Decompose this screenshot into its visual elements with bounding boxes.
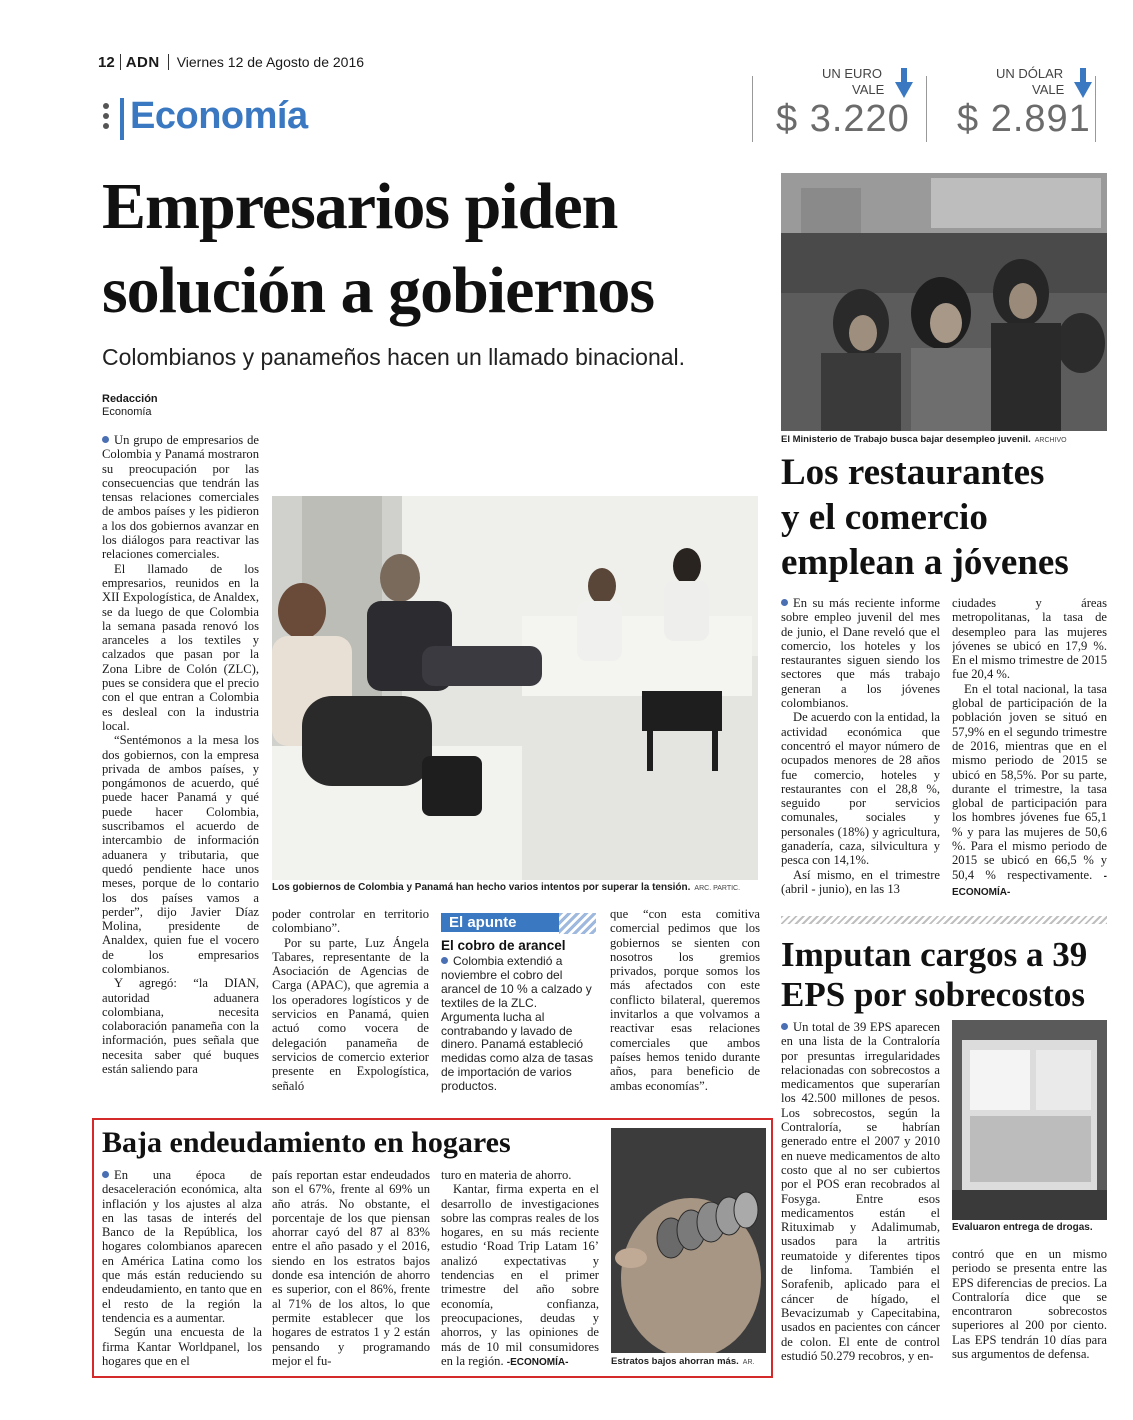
- crowd-photo: [781, 173, 1107, 431]
- section-title: Economía: [130, 95, 308, 137]
- eps-col2: [952, 1247, 1107, 1417]
- debt-col3-para: turo en materia de ahorro.: [441, 1168, 572, 1182]
- youth-headline-line2: y el comercio: [781, 497, 988, 538]
- dollar-value: $ 2.891: [957, 98, 1091, 140]
- apunte-box: [441, 913, 596, 1093]
- youth-sign: -ECONOMÍA-: [952, 870, 1107, 896]
- debt-col2: [272, 1168, 430, 1373]
- debt-col3: [441, 1168, 599, 1373]
- main-photo: [272, 496, 758, 880]
- masthead-divider-2: [168, 54, 169, 70]
- eps-col1: [781, 1020, 940, 1420]
- main-col1-para: Y agregó: “la DIAN, autoridad aduanera colombiana, necesita colaboración panameña con la información, pues señala que necesita saber qué buques están saliendo para: [102, 976, 259, 1077]
- euro-vale: VALE: [852, 82, 885, 97]
- bullet-icon: [102, 1171, 109, 1178]
- eps-col2-para: contró que en un mismo periodo se presenta entre las EPS diferencias de precios. La Contraloría dice que se encontraron sobrecostos superiores al 200 por ciento. Las EPS tendrán 10 días para sus argumentos de defensa.: [952, 1247, 1107, 1362]
- debt-sign: -ECONOMÍA-: [506, 1356, 569, 1368]
- bullet-icon: [781, 1023, 788, 1030]
- youth-headline-line1: Los restaurantes: [781, 452, 1045, 493]
- brand-logo: ADN: [125, 53, 160, 71]
- euro-value: $ 3.220: [776, 98, 910, 140]
- youth-col2-para: ciudades y áreas metropolitanas, la tasa de desempleo para las mujeres jóvenes se ubicó en 17,9 %. En el mismo trimestre de 2015 fue 20,4 %.: [952, 596, 1107, 682]
- page-number: 12: [98, 53, 115, 71]
- coins-photo: [611, 1128, 766, 1353]
- section-rule: [120, 98, 124, 140]
- debt-col1-para: Según una encuesta de la firma Kantar Worldpanel, los hogares que en el: [102, 1325, 262, 1368]
- debt-col1: [102, 1168, 262, 1373]
- currency-mid-border: [926, 76, 927, 142]
- euro-down-arrow-icon: [895, 68, 913, 98]
- youth-col1-para: En su más reciente informe sobre empleo juvenil del mes de junio, el Dane reveló que el comercio, los hoteles y los restaurantes siguen siendo los sectores que más trabajo generan a los jóvenes colombianos.: [781, 596, 940, 711]
- youth-col1-para: De acuerdo con la entidad, la actividad económica que concentró el mayor número de ocupados menores de 28 años fue comercio, hoteles y restaurantes con el 28,8 %, seguido por servicios comunales, sociales y personales (18%) y agricultura, ganadería, caza, silvicultura y pesca con 14,1%.: [781, 710, 940, 868]
- youth-col2: [952, 596, 1107, 896]
- main-col1: [102, 433, 259, 1103]
- eps-photo: [952, 1020, 1107, 1220]
- main-col1-para: Un grupo de empresarios de Colombia y Panamá mostraron su preocupación por las consecuencias que tendrán las tensas relaciones comerciales de ambos países y les pidieron a los dos gobiernos avanzar en los diálogos para reactivar las relaciones comerciales.: [102, 433, 259, 562]
- main-col1-para: El llamado de los empresarios, reunidos en la XII Expologística, de Analdex, se da luego de que Colombia la semana pasada renovó los aranceles a los textiles y calzados que pasan por la Zona Libre de Colón (ZLC), pues se considera que el precio con el que entran a Colombia es desleal con la industria local.: [102, 561, 259, 733]
- main-col2: [272, 907, 429, 1092]
- section-marker-dots: [103, 103, 111, 135]
- main-col1-para: “Sentémonos a la mesa los dos gobiernos, con la empresa privada de ambos países, y pongámonos de acuerdo, qué puede hacer Panamá y qué puede hacer Colombia, suscribamos el acuerdo de intercambio de información aduanera y tributaria, que quedó pendiente hace unos meses, porque de lo contario los dos países vamos a perder”, dijo Javier Díaz Molina, presidente de Analdex, quien fue el vocero de los empresarios colombianos.: [102, 733, 259, 976]
- main-col3-para: que “con esta comitiva comercial pedimos que los gobiernos se sienten con nosotros los gremios privados, porque somos los más afectados con este conflicto bilateral, queremos invitarlos a que volvamos a reactivar esas relaciones comerciales que ambos países hemos tenido durante años, para beneficio de ambas economías”.: [610, 907, 760, 1092]
- youth-col2-para: En el total nacional, la tasa global de participación de la población joven se situó en 57,9% en el segundo trimestre de 2016, mientras que en el mismo periodo de 2015 se ubicó en 58,5%. Por su parte, durante el trimestre, la tasa global de participación para los hombres jóvenes fue 65,1 % y para las mujeres de 50,6 %. Para el mismo periodo de 2015 se ubicó en 66,5 % y 50,4 % respectivamente. -ECONOMÍA-: [952, 681, 1107, 896]
- coins-photo-caption: Estratos bajos ahorran más. AR.: [611, 1356, 755, 1367]
- dollar-down-arrow-icon: [1074, 68, 1092, 98]
- apunte-label: El apunte: [441, 913, 559, 932]
- masthead-divider: [120, 54, 121, 70]
- eps-headline-line1: Imputan cargos a 39: [781, 935, 1088, 974]
- currency-left-border: [752, 76, 753, 142]
- euro-label: UN EURO: [822, 66, 882, 81]
- coins-photo-credit: AR.: [742, 1359, 755, 1366]
- byline-section: Economía: [102, 406, 152, 418]
- currency-right-border: [1095, 76, 1096, 142]
- crowd-photo-credit: ARCHIVO: [1034, 437, 1067, 444]
- eps-col1-para: Un total de 39 EPS aparecen en una lista de la Contraloría por presuntas irregularidades relacionadas con sobrecostos a medicamentos que superarían los 42.500 millones de pesos. Los sobrecostos, según la Contraloría, se habrían generado entre el 2007 y 2010 en nueve medicamentos de alto costo que al no ser cubiertos por el POS eran recobrados al Fosyga. Entre esos medicamentos están el Rituximab y Adalimumab, usados para la artritis reumatoide y diferentes tipos de linfoma. También el Sorafenib, aplicado para el cáncer de hígado, el Bevacizumab y Capecitabina, usados en pacientes con cáncer de colon. El ente de control estudió 50.279 recobros, y en-: [781, 1020, 940, 1363]
- youth-col1-para: Así mismo, en el trimestre (abril - junio), en las 13: [781, 867, 940, 896]
- main-col2-para: Por su parte, Luz Ángela Tabares, representante de la Asociación de Agencias de Carga (APAC), que agremia a los operadores logísticos y de servicios en Panamá, quien actuó como vocera de delegación panameña de servicios de comercio exterior presente en Expologística, señaló: [272, 935, 429, 1092]
- youth-headline-line3: emplean a jóvenes: [781, 542, 1069, 583]
- byline: Redacción: [102, 393, 158, 405]
- eps-photo-caption: Evaluaron entrega de drogas.: [952, 1222, 1093, 1233]
- currency-box: [752, 62, 1097, 152]
- bullet-icon: [781, 599, 788, 606]
- right-divider: [781, 916, 1107, 924]
- debt-headline: Baja endeudamiento en hogares: [102, 1126, 511, 1159]
- main-photo-credit: ARC. PARTIC.: [694, 885, 741, 892]
- bullet-icon: [441, 957, 448, 964]
- issue-date: Viernes 12 de Agosto de 2016: [176, 54, 365, 70]
- main-col2-para: poder controlar en territorio colombiano”.: [272, 907, 429, 936]
- main-headline-line1: Empresarios piden: [102, 170, 618, 243]
- masthead: [98, 50, 398, 74]
- apunte-stripe: [559, 913, 596, 934]
- debt-col2-para: país reportan estar endeudados son el 67%, frente al 69% un año atrás. No obstante, el porcentaje de los que piensan ahorrar cayó del 87 al 83% entre el año pasado y el 2016, siendo en los estratos bajos donde esa intención de ahorro es superior, con el 86%, frente al 71% de los altos, lo que permite establecer que los hogares de estratos 1 y 2 están pensando y programando mejor el fu-: [272, 1168, 430, 1368]
- apunte-title: El cobro de arancel: [441, 938, 566, 953]
- apunte-text: Colombia extendió a noviembre el cobro del arancel de 10 % a calzado y textiles de la ZLC. Argumenta lucha al contrabando y lavado de dinero. Panamá estableció medidas como alza de tasas de importación de varios productos.: [441, 954, 594, 1094]
- debt-col1-para: En una época de desaceleración económica, alta inflación y los ajustes al alza en las tasas de interés del Banco de la República, los hogares colombianos aparecen en América Latina como los que más están reduciendo su endeudamiento, en tanto que en el resto de la región la tendencia es a aumentar.: [102, 1168, 262, 1325]
- crowd-photo-caption: El Ministerio de Trabajo busca bajar desempleo juvenil. ARCHIVO: [781, 434, 1067, 445]
- youth-col1: [781, 596, 940, 896]
- main-photo-caption: Los gobiernos de Colombia y Panamá han hecho varios intentos por superar la tensión. ARC. PARTIC.: [272, 882, 741, 893]
- eps-headline-line2: EPS por sobrecostos: [781, 975, 1086, 1014]
- main-subhead: Colombianos y panameños hacen un llamado binacional.: [102, 344, 686, 370]
- bullet-icon: [102, 436, 109, 443]
- dollar-vale: VALE: [1032, 82, 1065, 97]
- main-headline-line2: solución a gobiernos: [102, 254, 655, 327]
- main-col3: [610, 907, 760, 1092]
- dollar-label: UN DÓLAR: [996, 66, 1064, 81]
- debt-col3-para: Kantar, firma experta en el desarrollo de investigaciones sobre las compras reales de los hogares, en su más reciente estudio ‘Road Trip Latam 16’ analizó expectativas y tendencias en el primer trimestre del año sobre economía, confianza, preocupaciones, deudas y ahorros, y las opiniones de más de 10 mil consumidores en la región. -ECONOMÍA-: [441, 1182, 599, 1368]
